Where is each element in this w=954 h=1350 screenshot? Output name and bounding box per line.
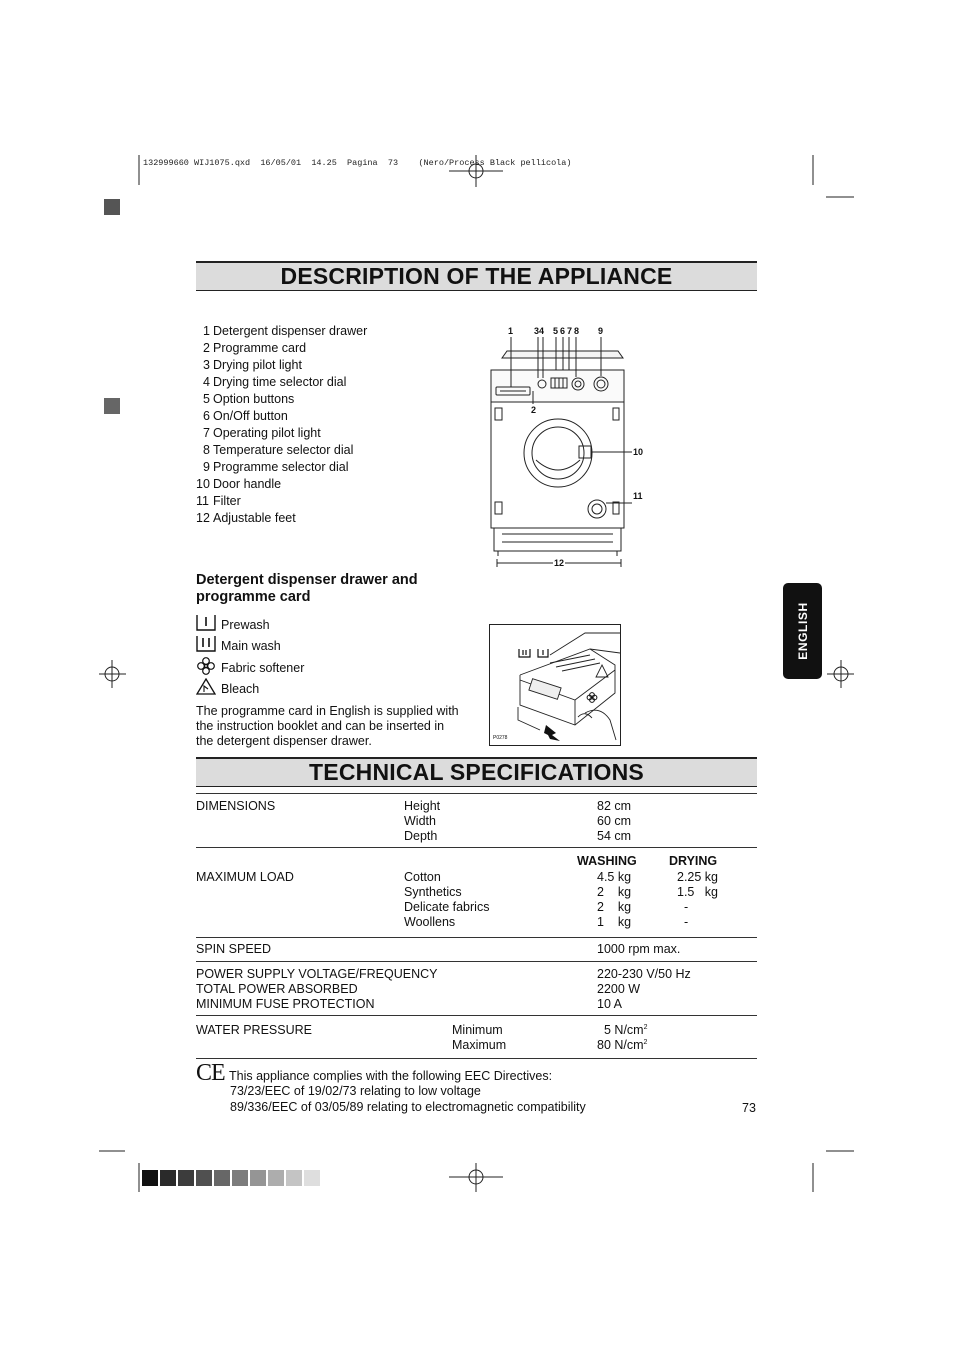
part-number: 4 <box>203 375 210 389</box>
part-label: Operating pilot light <box>213 426 321 440</box>
divider <box>196 1058 757 1059</box>
section-title-specs: TECHNICAL SPECIFICATIONS <box>196 757 757 787</box>
load-washing: 2 kg <box>597 900 632 914</box>
drying-col-header: DRYING <box>669 854 718 868</box>
legend-label: Bleach <box>221 682 260 696</box>
part-number: 5 <box>203 392 210 406</box>
dim-name: Height <box>404 799 441 813</box>
dim-name: Depth <box>404 829 438 843</box>
water-value <box>604 1023 648 1037</box>
power-value: 2200 W <box>597 982 641 996</box>
note-line: the detergent dispenser drawer. <box>196 734 372 748</box>
part-number: 3 <box>203 358 210 372</box>
load-drying: - <box>684 915 689 929</box>
diagram-label-11: 11 <box>633 491 643 501</box>
section-title-description: DESCRIPTION OF THE APPLIANCE <box>196 261 757 291</box>
diagram-label-8: 8 <box>574 326 580 336</box>
dispenser-heading: Detergent dispenser drawer and programme card <box>196 572 418 605</box>
legend-label: Prewash <box>221 618 270 632</box>
part-number: 7 <box>203 426 210 440</box>
water-pressure-label: WATER PRESSURE <box>196 1023 312 1037</box>
load-drying: 2.25 kg <box>677 870 719 884</box>
power-label: POWER SUPPLY VOLTAGE/FREQUENCY <box>196 967 438 981</box>
color-swatch <box>304 1170 320 1186</box>
compliance-line: 73/23/EEC of 19/02/73 relating to low voltage <box>230 1084 481 1098</box>
legend-label: Fabric softener <box>221 661 305 675</box>
power-label: TOTAL POWER ABSORBED <box>196 982 358 996</box>
prewash-icon <box>196 614 216 632</box>
color-swatch <box>250 1170 266 1186</box>
diagram-label-12: 12 <box>554 558 565 568</box>
color-swatch <box>178 1170 194 1186</box>
water-value <box>597 1038 647 1052</box>
diagram-label-7: 7 <box>567 326 573 336</box>
part-label: Filter <box>213 494 241 508</box>
photo-code: P0278 <box>493 735 508 741</box>
washing-machine-icon <box>480 320 650 572</box>
diagram-label-9: 9 <box>598 326 604 336</box>
load-name: Delicate fabrics <box>404 900 490 914</box>
part-number: 6 <box>203 409 210 423</box>
print-header: 132999660 WIJ1075.qxd 16/05/01 14.25 Pagina 73 (Nero/Process Black pellicola) <box>143 158 572 168</box>
diagram-label-1: 1 <box>508 326 514 336</box>
water-value-text: 80 N/cm <box>597 1038 644 1052</box>
dim-value: 54 cm <box>597 829 632 843</box>
water-name: Maximum <box>452 1038 507 1052</box>
dispenser-note <box>196 704 476 749</box>
appliance-diagram <box>480 320 650 572</box>
washing-col-header: WASHING <box>577 854 637 868</box>
divider <box>196 847 757 848</box>
load-name: Woollens <box>404 915 456 929</box>
load-drying: - <box>684 900 689 914</box>
color-swatch <box>232 1170 248 1186</box>
part-label: Programme selector dial <box>213 460 349 474</box>
part-number: 8 <box>203 443 210 457</box>
divider <box>196 1015 757 1016</box>
language-tab-label: ENGLISH <box>795 602 810 660</box>
bleach-icon <box>196 678 216 696</box>
color-swatch <box>286 1170 302 1186</box>
water-value-text: 5 N/cm <box>604 1023 644 1037</box>
spin-speed-value: 1000 rpm max. <box>597 942 681 956</box>
divider <box>196 961 757 962</box>
load-name: Synthetics <box>404 885 462 899</box>
diagram-label-2: 2 <box>531 405 537 415</box>
language-tab <box>783 583 822 679</box>
part-label: Detergent dispenser drawer <box>213 324 368 338</box>
color-swatch <box>160 1170 176 1186</box>
part-number: 1 <box>203 324 210 338</box>
water-value-sup: 2 <box>643 1038 648 1046</box>
part-label: Programme card <box>213 341 307 355</box>
color-swatch <box>268 1170 284 1186</box>
legend-label: Main wash <box>221 639 281 653</box>
color-swatch <box>214 1170 230 1186</box>
part-label: Adjustable feet <box>213 511 296 525</box>
dimensions-label: DIMENSIONS <box>196 799 276 813</box>
part-number: 11 <box>196 494 209 508</box>
part-label: Drying time selector dial <box>213 375 347 389</box>
fabric-softener-icon <box>196 657 216 675</box>
ce-mark: CE <box>196 1060 225 1086</box>
part-label: Drying pilot light <box>213 358 302 372</box>
dispenser-illustration <box>489 624 621 746</box>
dim-value: 82 cm <box>597 799 632 813</box>
part-number: 12 <box>196 511 210 525</box>
divider <box>196 793 757 794</box>
diagram-label-5: 5 <box>553 326 559 336</box>
diagram-label-34: 34 <box>534 326 545 336</box>
divider <box>196 937 757 938</box>
dispenser-drawer-icon <box>490 625 620 745</box>
diagram-label-10: 10 <box>633 447 644 457</box>
power-label: MINIMUM FUSE PROTECTION <box>196 997 375 1011</box>
power-value: 10 A <box>597 997 623 1011</box>
water-name: Minimum <box>452 1023 503 1037</box>
color-swatch <box>196 1170 212 1186</box>
part-label: On/Off button <box>213 409 288 423</box>
page-number: 73 <box>742 1101 756 1115</box>
load-washing: 1 kg <box>597 915 632 929</box>
load-washing: 2 kg <box>597 885 632 899</box>
load-name: Cotton <box>404 870 441 884</box>
spin-speed-label: SPIN SPEED <box>196 942 272 956</box>
part-label: Door handle <box>213 477 282 491</box>
power-value: 220-230 V/50 Hz <box>597 967 691 981</box>
max-load-label: MAXIMUM LOAD <box>196 870 294 884</box>
part-number: 2 <box>203 341 210 355</box>
load-washing: 4.5 kg <box>597 870 632 884</box>
part-number: 10 <box>196 477 210 491</box>
water-value-sup: 2 <box>643 1023 648 1031</box>
note-line: the instruction booklet and can be inserted in <box>196 719 445 733</box>
compliance-line: This appliance complies with the following EEC Directives: <box>229 1069 553 1083</box>
dim-name: Width <box>404 814 436 828</box>
color-swatch <box>142 1170 158 1186</box>
part-number: 9 <box>203 460 210 474</box>
load-drying: 1.5 kg <box>677 885 718 899</box>
diagram-label-6: 6 <box>560 326 566 336</box>
compliance-line: 89/336/EEC of 03/05/89 relating to electromagnetic compatibility <box>230 1100 586 1114</box>
main-wash-icon <box>196 635 216 653</box>
note-line: The programme card in English is supplied with <box>196 704 459 718</box>
part-label: Temperature selector dial <box>213 443 354 457</box>
part-label: Option buttons <box>213 392 295 406</box>
dim-value: 60 cm <box>597 814 632 828</box>
